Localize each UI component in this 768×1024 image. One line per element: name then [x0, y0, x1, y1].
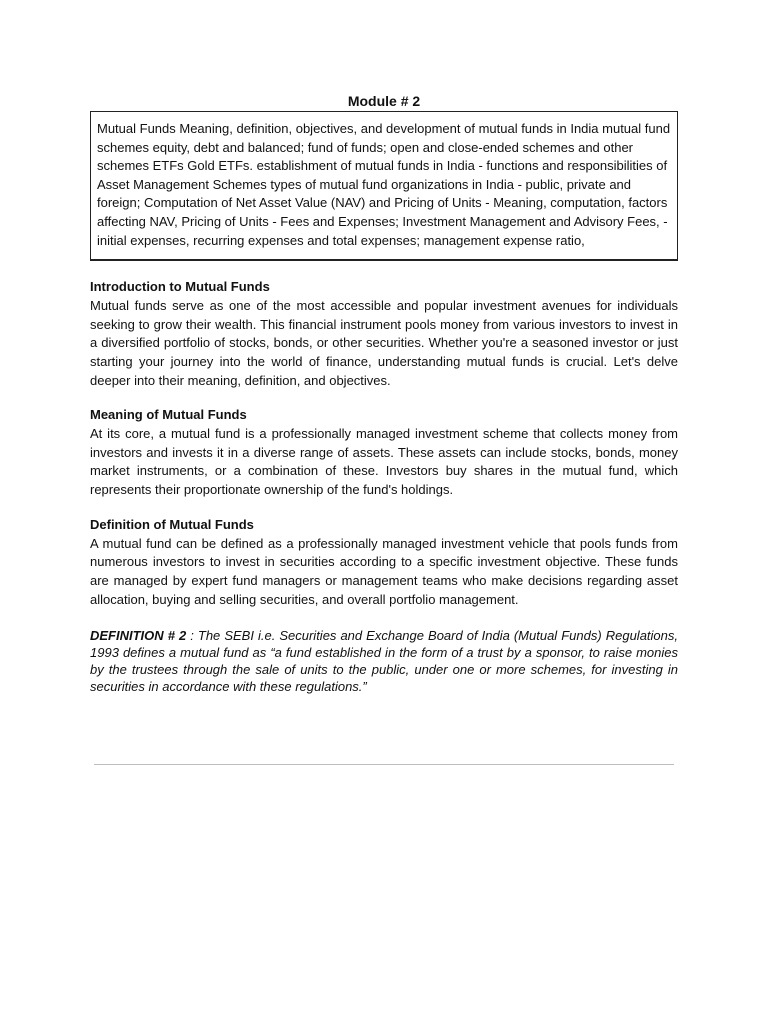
section-definition — [90, 516, 678, 610]
section-introduction — [90, 278, 678, 390]
module-title: Module # 2 — [347, 93, 421, 109]
module-summary-text: Mutual Funds Meaning, definition, objectives, and development of mutual funds in India mutual fund schemes equity, debt and balanced; fund of funds; open and close-ended schemes and other schemes ETFs Gold ETFs. establishment of mutual funds in India - functions and responsibilities of Asset Management Schemes types of mutual fund organizations in India - public, private and foreign; Computation of Net Asset Value (NAV) and Pricing of Units - Meaning, computation, factors affecting NAV, Pricing of Units - Fees and Expenses; Investment Management and Advisory Fees, -initial expenses, recurring expenses and total expenses; management expense ratio, — [97, 121, 671, 248]
sebi-definition — [90, 628, 678, 695]
section-body: At its core, a mutual fund is a professionally managed investment scheme that collects money from investors and invests it in a diverse range of assets. These assets can include stocks, bonds, money market instruments, or a combination of these. Investors buy shares in the mutual fund, which represents their proportionate ownership of the fund's holdings. — [90, 426, 678, 498]
section-heading: Meaning of Mutual Funds — [90, 407, 247, 423]
definition-text: : The SEBI i.e. Securities and Exchange Board of India (Mutual Funds) Regulations, 1993 defines a mutual fund as “a fund established in the form of a trust by a sponsor, to raise monies by the trustees through the sale of units to the public, under one or more schemes, for investing in securities in accordance with these regulations.” — [90, 628, 678, 694]
definition-label: DEFINITION # 2 — [90, 628, 187, 644]
section-heading: Definition of Mutual Funds — [90, 516, 254, 532]
section-body: Mutual funds serve as one of the most accessible and popular investment avenues for individuals seeking to grow their wealth. This financial instrument pools money from various investors to invest in a diversified portfolio of stocks, bonds, or other securities. Whether you're a seasoned investor or just starting your journey into the world of finance, understanding mutual funds is crucial. Let's delve deeper into their meaning, definition, and objectives. — [90, 297, 678, 388]
section-body: A mutual fund can be defined as a professionally managed investment vehicle that pools funds from numerous investors to invest in securities according to a specific investment objective. These funds are managed by expert fund managers or management teams who make decisions regarding asset allocation, buying and selling securities, and overall portfolio management. — [90, 535, 678, 607]
section-meaning — [90, 406, 678, 500]
document-page — [90, 92, 678, 696]
module-summary-box — [90, 111, 678, 261]
page-divider — [94, 764, 674, 765]
section-heading: Introduction to Mutual Funds — [90, 279, 270, 295]
